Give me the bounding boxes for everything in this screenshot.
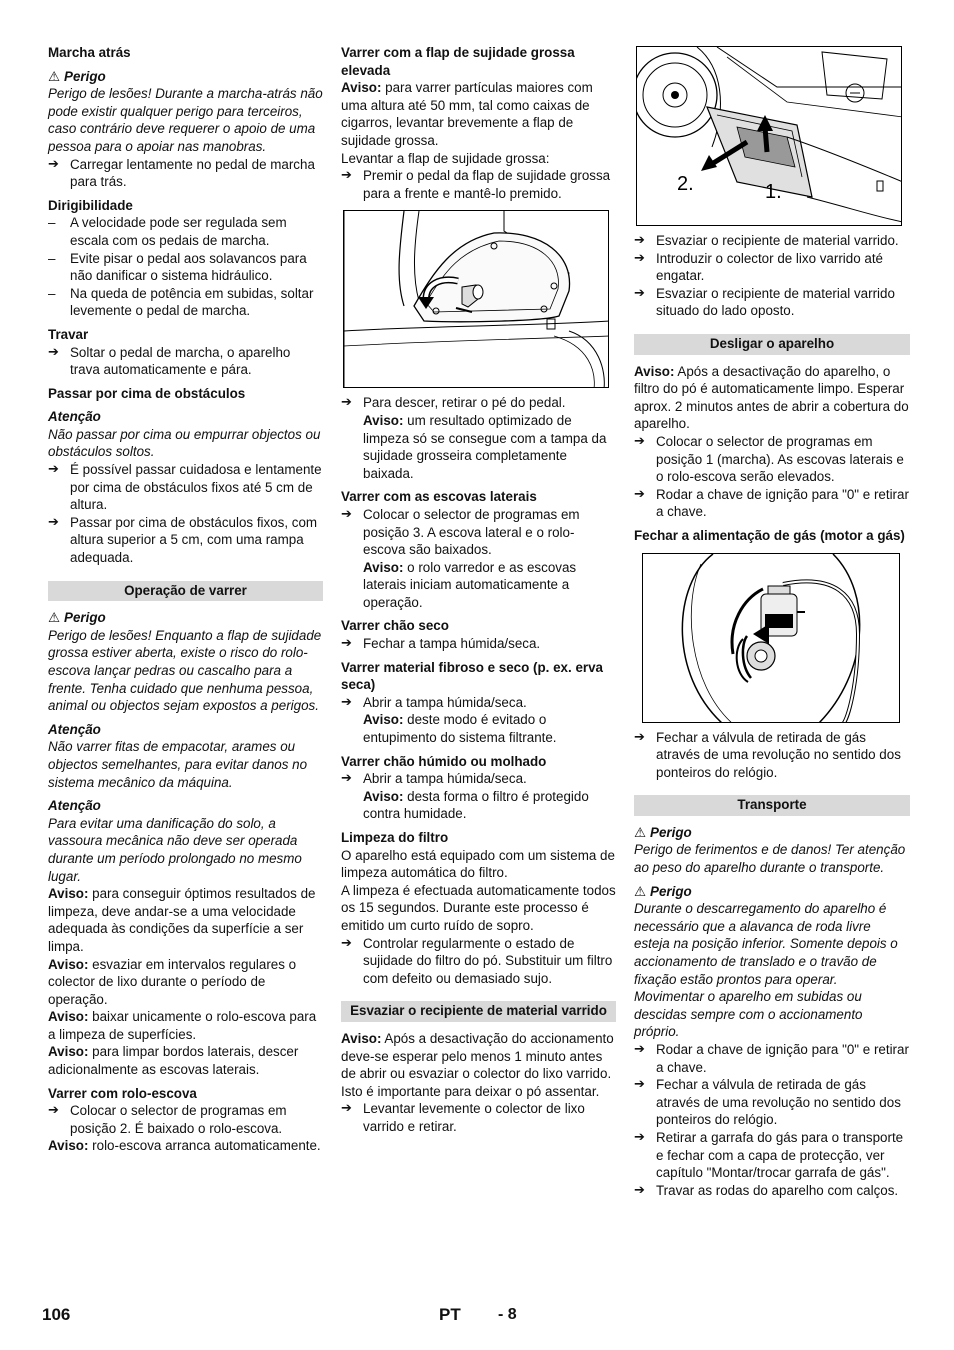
- step-item: ➔ Fechar a válvula de retirada de gás através de uma revolução no sentido dos ponteiros do relógio.: [634, 1076, 910, 1129]
- step-item: ➔ Colocar o selector de programas em posição 3. A escova lateral e o rolo-escova são baixados.: [341, 506, 616, 559]
- note-paragraph: Aviso: rolo-escova arranca automaticamente.: [48, 1138, 321, 1154]
- heading-escovas-laterais: Varrer com as escovas laterais: [341, 489, 537, 505]
- figure-label-1: 1.: [765, 181, 782, 203]
- warning-triangle-icon: ⚠: [48, 68, 61, 84]
- page-number: 106: [42, 1305, 71, 1324]
- step-item: ➔ Colocar o selector de programas em posição 2. É baixado o rolo-escova.: [48, 1102, 323, 1137]
- caution-text: Não varrer fitas de empacotar, arames ou objectos semelhantes, para evitar danos no sistema mecânico da máquina.: [48, 739, 308, 790]
- paragraph: O aparelho está equipado com um sistema de limpeza automática do filtro.: [341, 847, 615, 881]
- step-item: ➔ Fechar a tampa húmida/seca.: [341, 635, 616, 653]
- column-middle: [341, 44, 616, 1136]
- paragraph: Levantar a flap de sujidade grossa:: [341, 150, 550, 166]
- step-item: ➔ Esvaziar o recipiente de material varrido.: [634, 232, 910, 250]
- warning-triangle-icon: ⚠: [634, 824, 647, 840]
- caution-text: Para evitar uma danificação do solo, a vassoura mecânica não deve ser operada durante um período prolongado no mesmo lugar.: [48, 815, 302, 884]
- warning-text: Perigo de ferimentos e de danos! Ter atenção ao peso do aparelho durante o transporte.: [634, 842, 906, 876]
- warning-perigo: ⚠ Perigo: [634, 824, 692, 840]
- note-paragraph: Aviso: Após a desactivação do accionamento deve-se esperar pelo menos 1 minuto antes de abrir ou esvaziar o colector do lixo varrido. Isto é importante para deixar o pó assentar.: [341, 1030, 614, 1099]
- figure-pedal-flap: [343, 210, 609, 388]
- heading-dirigibilidade: Dirigibilidade: [48, 197, 133, 213]
- heading-flap: Varrer com a flap de sujidade grossa elevada: [341, 45, 575, 78]
- step-item: ➔ Rodar a chave de ignição para "0" e retirar a chave.: [634, 486, 910, 521]
- section-band-desligar: Desligar o aparelho: [634, 334, 910, 355]
- caution-text: Não passar por cima ou empurrar objectos ou obstáculos soltos.: [48, 426, 321, 460]
- heading-chao-seco: Varrer chão seco: [341, 618, 449, 634]
- note-paragraph: Aviso: esvaziar em intervalos regulares o colector de lixo durante o período de operação.: [48, 956, 297, 1007]
- step-item: ➔ Retirar a garrafa do gás para o transporte e fechar com a capa de protecção, ver capítulo "Montar/trocar garrafa de gás".: [634, 1129, 910, 1182]
- list-item: – Na queda de potência em subidas, soltar levemente o pedal de marcha.: [48, 285, 323, 320]
- heading-passar-obstaculos: Passar por cima de obstáculos: [48, 385, 246, 401]
- step-item: ➔ É possível passar cuidadosa e lentamente por cima de obstáculos fixos até 5 cm de altura.: [48, 461, 323, 514]
- warning-text: Perigo de lesões! Durante a marcha-atrás não pode existir qualquer perigo para terceiros, caso contrário deve requerer o apoio de uma pessoa para o apoiar nas manobras.: [48, 86, 323, 154]
- warning-triangle-icon: ⚠: [634, 883, 647, 899]
- step-item: ➔ Introduzir o colector de lixo varrido até engatar.: [634, 250, 910, 285]
- note-paragraph: Aviso: baixar unicamente o rolo-escova para a limpeza de superfícies.: [48, 1009, 317, 1042]
- note-paragraph: Aviso: para conseguir óptimos resultados de limpeza, deve andar-se a uma velocidade adequada às condições da superfície a ser limpa.: [48, 886, 316, 954]
- step-item: ➔ Rodar a chave de ignição para "0" e retirar a chave.: [634, 1041, 910, 1076]
- section-band-operacao: Operação de varrer: [48, 581, 323, 602]
- note-paragraph: Aviso: Após a desactivação do aparelho, o filtro do pó é automaticamente limpo. Esperar aprox. 2 minutos antes de abrir a cobertura do aparelho.: [634, 363, 909, 432]
- warning-perigo: ⚠ Perigo: [48, 610, 106, 626]
- list-item: – A velocidade pode ser regulada sem escala com os pedais de marcha.: [48, 214, 323, 249]
- step-item: ➔ Levantar levemente o colector de lixo varrido e retirar.: [341, 1100, 616, 1135]
- caution-atencao: Atenção: [48, 721, 101, 737]
- figure-label-2: 2.: [677, 173, 694, 195]
- section-page-number: - 8: [498, 1306, 517, 1323]
- note-paragraph: Aviso: para varrer partículas maiores com uma altura até 50 mm, tal como caixas de cigarros, levantar brevemente a flap de sujidade grossa.: [341, 80, 593, 148]
- step-item: ➔ Fechar a válvula de retirada de gás através de uma revolução no sentido dos ponteiros do relógio.: [634, 729, 910, 782]
- list-item: – Evite pisar o pedal aos solavancos para não danificar o sistema hidráulico.: [48, 250, 323, 285]
- caution-atencao: Atenção: [48, 798, 101, 814]
- warning-text: Perigo de lesões! Enquanto a flap de sujidade grossa estiver aberta, existe o risco do rolo-escova lançar pedras ou cascalho para a frente. Tenha cuidado que nenhuma pessoa, animal ou objectos sejam expostos a perigos.: [48, 627, 322, 714]
- step-item: ➔ Travar as rodas do aparelho com calços.: [634, 1182, 910, 1200]
- step-item: ➔ Para descer, retirar o pé do pedal.: [341, 394, 616, 412]
- section-band-transporte: Transporte: [634, 795, 910, 816]
- step-item: ➔ Soltar o pedal de marcha, o aparelho trava automaticamente e pára.: [48, 344, 323, 379]
- caution-atencao: Atenção: [48, 409, 101, 425]
- warning-text: Durante o descarregamento do aparelho é necessário que a alavanca de roda livre esteja na posição inferior. Somente depois o accionamento de translado e o travão de fixação estão prontos para operar. Movimentar o aparelho em subidas ou descidas sempre com o accionamento próprio.: [634, 901, 898, 1040]
- language-code: PT: [439, 1305, 461, 1324]
- step-item: ➔ Colocar o selector de programas em posição 1 (marcha). As escovas laterais e o rolo-escova serão elevados.: [634, 433, 910, 486]
- warning-perigo: ⚠ Perigo: [48, 68, 106, 84]
- gas-valve-illustration: [643, 554, 900, 723]
- step-item: ➔ Esvaziar o recipiente de material varrido situado do lado oposto.: [634, 285, 910, 320]
- section-band-esvaziar: Esvaziar o recipiente de material varrido: [341, 1001, 616, 1022]
- heading-limpeza-filtro: Limpeza do filtro: [341, 830, 449, 845]
- note-paragraph: Aviso: um resultado optimizado de limpeza só se consegue com a tampa da sujidade grosseira completamente baixada.: [363, 412, 607, 481]
- heading-material-fibroso: Varrer material fibroso e seco (p. ex. erva seca): [341, 659, 603, 693]
- paragraph: A limpeza é efectuada automaticamente todos os 15 segundos. Durante este processo é emitido um curto ruído de sopro.: [341, 882, 616, 933]
- step-item: ➔ Premir o pedal da flap de sujidade grossa para a frente e mantê-lo premido.: [341, 167, 616, 202]
- note-paragraph: Aviso: para limpar bordos laterais, descer adicionalmente as escovas laterais.: [48, 1044, 299, 1078]
- note-paragraph: Aviso: deste modo é evitado o entupimento do sistema filtrante.: [363, 712, 557, 746]
- step-item: ➔ Abrir a tampa húmida/seca.: [341, 770, 616, 788]
- note-paragraph: Aviso: o rolo varredor e as escovas laterais iniciam automaticamente a operação.: [363, 559, 577, 610]
- step-item: ➔ Passar por cima de obstáculos fixos, com altura superior a 5 cm, com uma rampa adequada.: [48, 514, 323, 567]
- pedal-illustration: [344, 211, 609, 388]
- step-item: ➔ Carregar lentamente no pedal de marcha para trás.: [48, 156, 323, 191]
- heading-alimentacao-gas: Fechar a alimentação de gás (motor a gás): [634, 527, 905, 543]
- note-paragraph: Aviso: desta forma o filtro é protegido contra humidade.: [363, 788, 589, 822]
- heading-chao-humido: Varrer chão húmido ou molhado: [341, 753, 547, 769]
- figure-gas-valve: [642, 553, 900, 723]
- column-left: [48, 44, 323, 1155]
- heading-marcha-atras: Marcha atrás: [48, 45, 131, 60]
- warning-triangle-icon: ⚠: [48, 610, 61, 626]
- column-right: [634, 44, 910, 1199]
- heading-travar: Travar: [48, 326, 89, 342]
- step-item: ➔ Controlar regularmente o estado de sujidade do filtro do pó. Substituir um filtro com defeito ou demasiado sujo.: [341, 935, 616, 988]
- collector-illustration: [637, 47, 902, 226]
- heading-rolo-escova: Varrer com rolo-escova: [48, 1085, 197, 1101]
- warning-perigo: ⚠ Perigo: [634, 883, 692, 899]
- figure-collector-removal: [636, 46, 902, 226]
- step-item: ➔ Abrir a tampa húmida/seca.: [341, 694, 616, 712]
